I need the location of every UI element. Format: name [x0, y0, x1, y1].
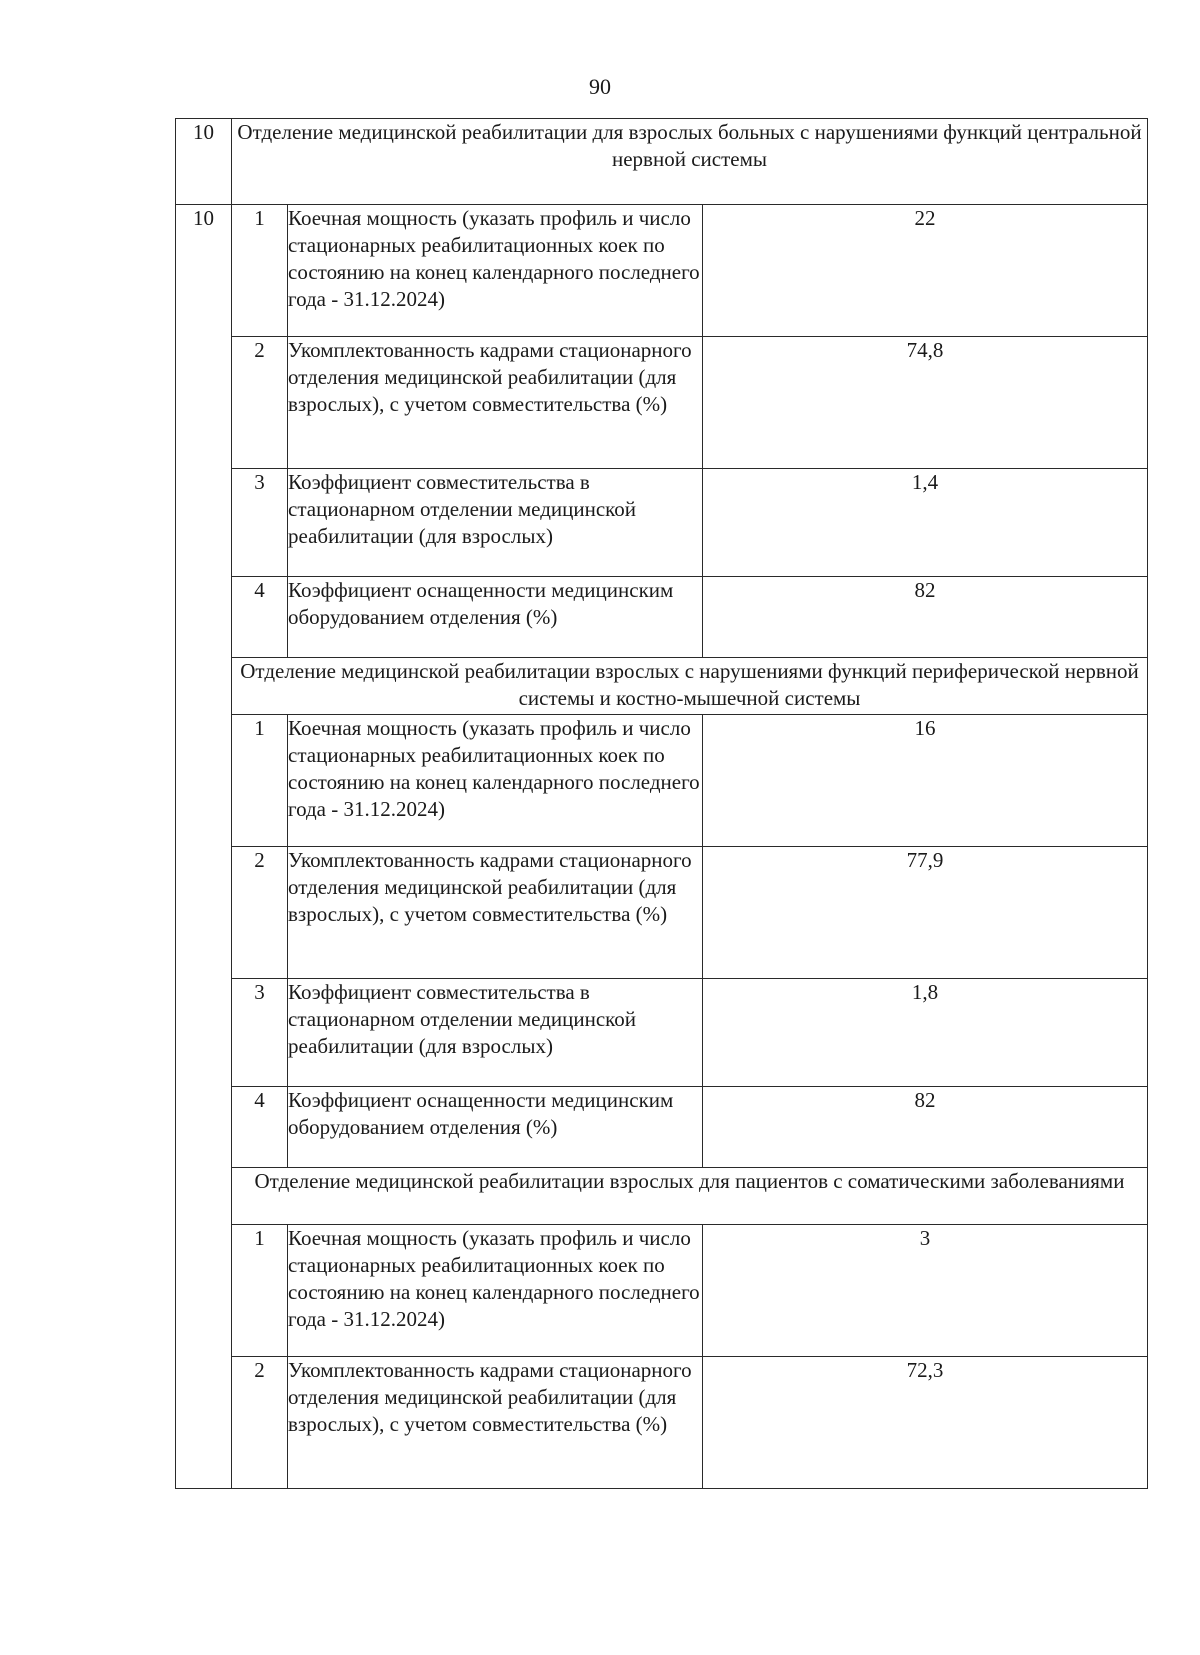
item-number: 2 [232, 337, 288, 469]
indicator-value: 16 [703, 715, 1148, 847]
indicator-value: 3 [703, 1225, 1148, 1357]
table-row [176, 1357, 1148, 1489]
table-row [176, 205, 1148, 337]
subsection-title: Отделение медицинской реабилитации взрослых с нарушениями функций периферической нервной системы и костно-мышечной системы [232, 658, 1148, 715]
indicator-value: 72,3 [703, 1357, 1148, 1489]
indicator-value: 82 [703, 1087, 1148, 1168]
indicator-name: Коечная мощность (указать профиль и число стационарных реабилитационных коек по состоянию на конец календарного последнего года - 31.12.2024) [288, 205, 703, 337]
page-number: 90 [589, 74, 611, 99]
indicators-table [175, 118, 1148, 1489]
section-header-row [176, 119, 1148, 205]
table-row [176, 337, 1148, 469]
table-row [176, 715, 1148, 847]
section-number: 10 [176, 119, 232, 205]
item-number: 3 [232, 469, 288, 577]
table-row [176, 1087, 1148, 1168]
subsection-title: Отделение медицинской реабилитации взрослых для пациентов с соматическими заболеваниями [232, 1168, 1148, 1225]
section-title: Отделение медицинской реабилитации для взрослых больных с нарушениями функций центральной нервной системы [232, 119, 1148, 205]
item-number: 2 [232, 1357, 288, 1489]
indicator-value: 77,9 [703, 847, 1148, 979]
indicator-name: Коечная мощность (указать профиль и число стационарных реабилитационных коек по состоянию на конец календарного последнего года - 31.12.2024) [288, 1225, 703, 1357]
item-number: 4 [232, 1087, 288, 1168]
indicator-value: 1,4 [703, 469, 1148, 577]
indicator-value: 1,8 [703, 979, 1148, 1087]
indicator-name: Укомплектованность кадрами стационарного отделения медицинской реабилитации (для взрослых), с учетом совместительства (%) [288, 337, 703, 469]
table-row [176, 847, 1148, 979]
indicator-name: Коэффициент совместительства в стационарном отделении медицинской реабилитации (для взрослых) [288, 469, 703, 577]
item-number: 1 [232, 1225, 288, 1357]
table-row [176, 469, 1148, 577]
subsection-header-row [176, 658, 1148, 715]
indicator-name: Укомплектованность кадрами стационарного отделения медицинской реабилитации (для взрослых), с учетом совместительства (%) [288, 847, 703, 979]
item-number: 1 [232, 715, 288, 847]
indicator-name: Коэффициент оснащенности медицинским оборудованием отделения (%) [288, 1087, 703, 1168]
item-number: 1 [232, 205, 288, 337]
item-number: 4 [232, 577, 288, 658]
table-row [176, 577, 1148, 658]
indicator-name: Коэффициент совместительства в стационарном отделении медицинской реабилитации (для взрослых) [288, 979, 703, 1087]
subsection-header-row [176, 1168, 1148, 1225]
item-number: 3 [232, 979, 288, 1087]
item-number: 2 [232, 847, 288, 979]
table-row [176, 979, 1148, 1087]
indicator-value: 22 [703, 205, 1148, 337]
indicator-name: Укомплектованность кадрами стационарного отделения медицинской реабилитации (для взрослых), с учетом совместительства (%) [288, 1357, 703, 1489]
indicator-name: Коэффициент оснащенности медицинским оборудованием отделения (%) [288, 577, 703, 658]
indicator-name: Коечная мощность (указать профиль и число стационарных реабилитационных коек по состоянию на конец календарного последнего года - 31.12.2024) [288, 715, 703, 847]
indicator-value: 82 [703, 577, 1148, 658]
row-number: 10 [176, 205, 232, 1489]
indicator-value: 74,8 [703, 337, 1148, 469]
table-row [176, 1225, 1148, 1357]
